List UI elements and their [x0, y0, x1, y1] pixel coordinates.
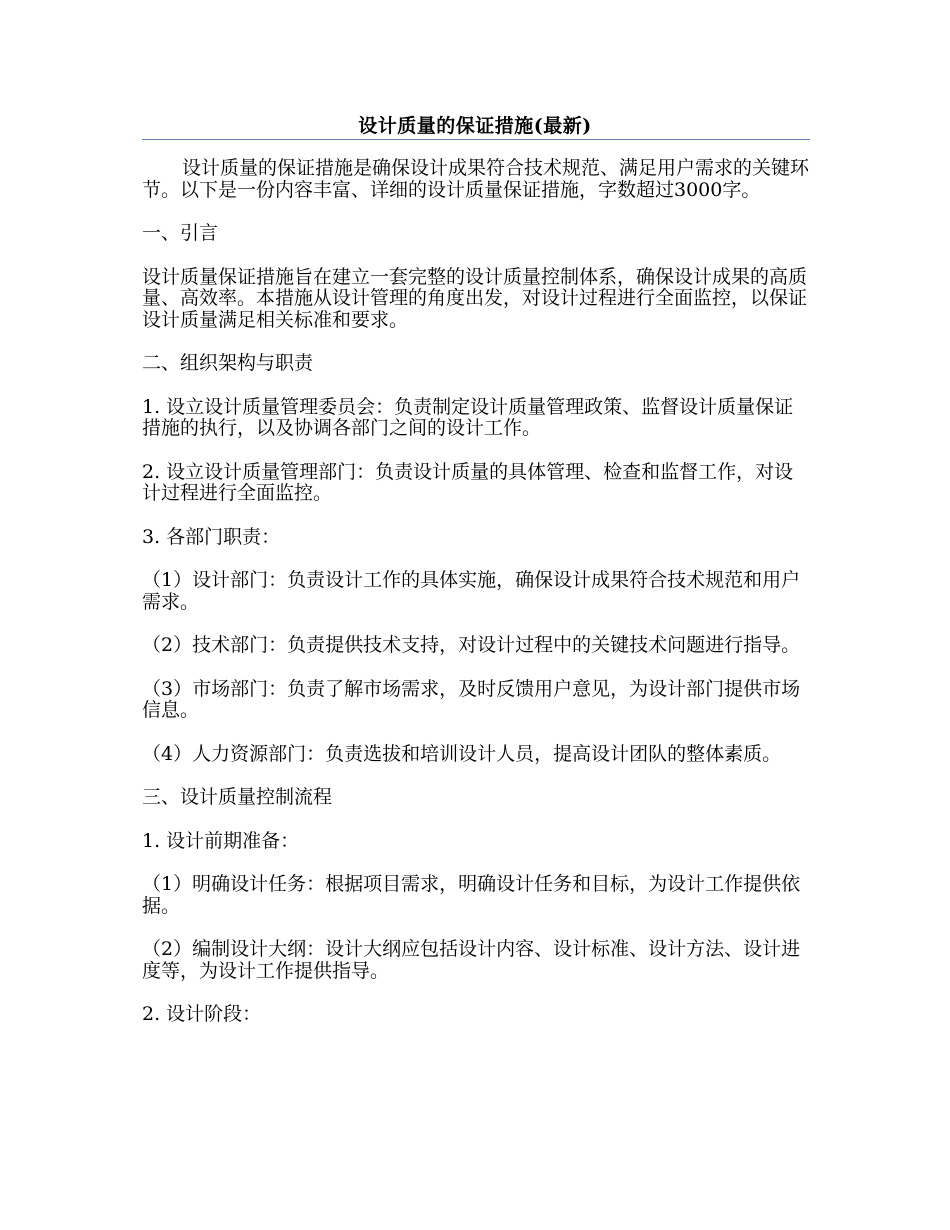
intro-paragraph: 设计质量的保证措施是确保设计成果符合技术规范、满足用户需求的关键环节。以下是一份内容丰富、详细的设计质量保证措施，字数超过3000字。: [142, 157, 810, 201]
list-item: 1. 设计前期准备：: [142, 829, 300, 852]
paragraph: 设计质量保证措施旨在建立一套完整的设计质量控制体系，确保设计成果的高质量、高效率。本措施从设计管理的角度出发，对设计过程进行全面监控，以保证设计质量满足相关标准和要求。: [142, 265, 808, 331]
section-heading-quality-control: 三、设计质量控制流程: [142, 786, 333, 808]
sub-list-item: （4）人力资源部门：负责选拔和培训设计人员，提高设计团队的整体素质。: [142, 742, 782, 765]
sub-list-item: （1）设计部门：负责设计工作的具体实施，确保设计成果符合技术规范和用户需求。: [142, 569, 801, 613]
list-item: 3. 各部门职责：: [142, 525, 281, 548]
sub-list-item: （1）明确设计任务：根据项目需求，明确设计任务和目标，为设计工作提供依据。: [142, 873, 801, 917]
document-body: [142, 158, 810, 1048]
sub-list-item: （2）技术部门：负责提供技术支持，对设计过程中的关键技术问题进行指导。: [142, 634, 801, 656]
list-item: 2. 设计阶段：: [142, 1003, 262, 1025]
section-heading-introduction: 一、引言: [142, 222, 219, 244]
sub-list-item: （3）市场部门：负责了解市场需求，及时反馈用户意见，为设计部门提供市场信息。: [142, 677, 801, 721]
sub-list-item: （2）编制设计大纲：设计大纲应包括设计内容、设计标准、设计方法、设计进度等，为设计工作提供指导。: [142, 938, 801, 982]
document-title: 设计质量的保证措施(最新): [358, 115, 592, 137]
title-underline: [142, 139, 810, 140]
list-item: 1. 设立设计质量管理委员会：负责制定设计质量管理政策、监督设计质量保证措施的执行，以及协调各部门之间的设计工作。: [142, 395, 794, 439]
list-item: 2. 设立设计质量管理部门：负责设计质量的具体管理、检查和监督工作，对设计过程进行全面监控。: [142, 460, 794, 504]
section-heading-organization: 二、组织架构与职责: [142, 352, 314, 374]
